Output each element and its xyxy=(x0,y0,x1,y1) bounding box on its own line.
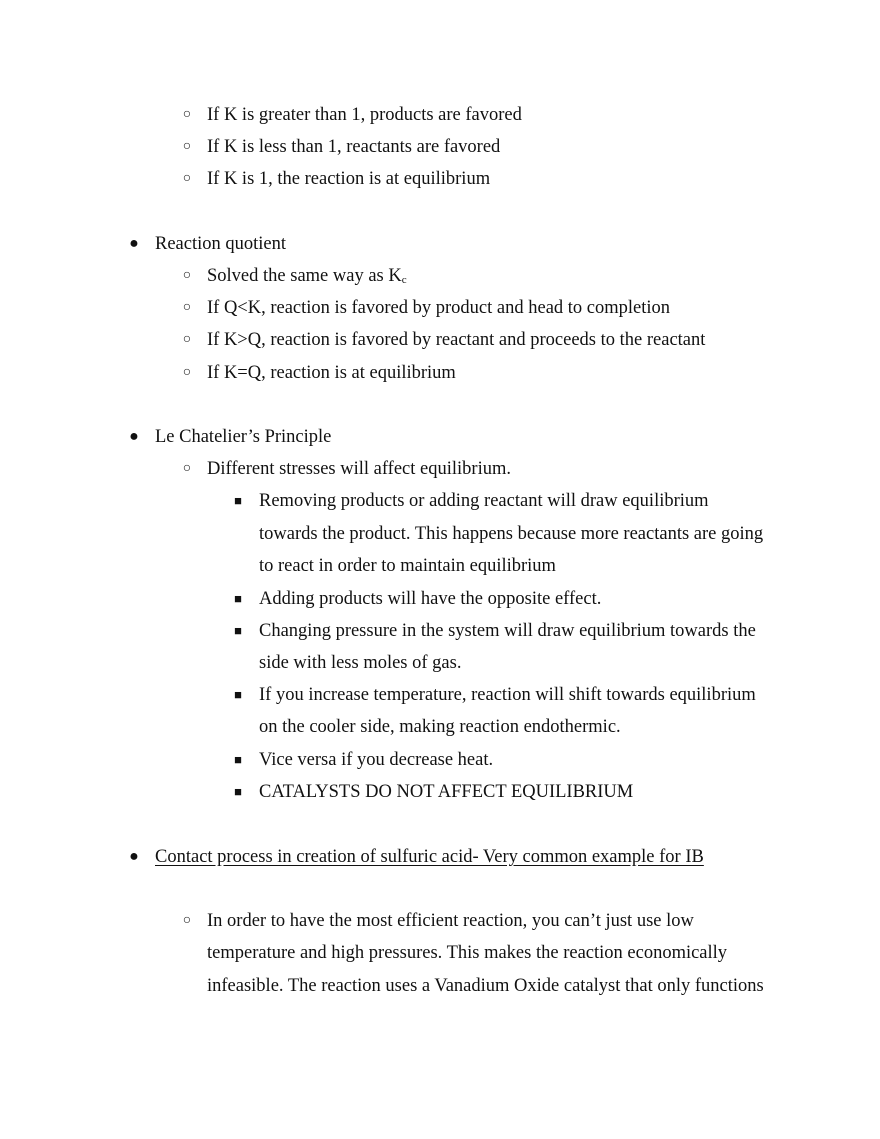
le-chatelier-sub: Different stresses will affect equilibrium. xyxy=(207,459,511,479)
hollow-bullet: ○ xyxy=(182,171,192,186)
reaction-quotient-heading: Reaction quotient xyxy=(155,234,287,254)
point-vice-versa: Vice versa if you decrease heat. xyxy=(259,750,494,770)
contact-process-heading: Contact process in creation of sulfuric acid- Very common example for IB xyxy=(155,847,704,867)
k-rule-equal: If K is 1, the reaction is at equilibrium xyxy=(207,169,491,189)
point-removing-line: to react in order to maintain equilibrium xyxy=(259,556,556,576)
hollow-bullet: ○ xyxy=(182,300,192,315)
point-removing-line: towards the product. This happens because more reactants are going xyxy=(259,524,764,544)
filled-bullet: ● xyxy=(129,235,139,252)
hollow-bullet: ○ xyxy=(182,268,192,283)
solved-text: Solved the same way as K xyxy=(207,266,402,286)
contact-process-line: In order to have the most efficient reaction, you can’t just use low xyxy=(207,911,694,931)
hollow-bullet: ○ xyxy=(182,107,192,122)
hollow-bullet: ○ xyxy=(182,461,192,476)
point-temperature-line: on the cooler side, making reaction endothermic. xyxy=(259,717,621,737)
square-bullet: ■ xyxy=(234,752,242,767)
square-bullet: ■ xyxy=(234,493,242,508)
contact-process-line: infeasible. The reaction uses a Vanadium Oxide catalyst that only functions xyxy=(207,976,764,996)
filled-bullet: ● xyxy=(129,428,139,445)
point-removing-line: Removing products or adding reactant will draw equilibrium xyxy=(259,491,709,511)
square-bullet: ■ xyxy=(234,687,242,702)
square-bullet: ■ xyxy=(234,591,242,606)
reaction-quotient-solved xyxy=(207,265,407,287)
square-bullet: ■ xyxy=(234,623,242,638)
square-bullet: ■ xyxy=(234,784,242,799)
point-pressure-line: side with less moles of gas. xyxy=(259,653,462,673)
reaction-quotient-item: If Q<K, reaction is favored by product and head to completion xyxy=(207,298,671,318)
point-adding: Adding products will have the opposite effect. xyxy=(259,589,602,609)
hollow-bullet: ○ xyxy=(182,139,192,154)
kc-subscript: c xyxy=(401,274,407,286)
le-chatelier-heading: Le Chatelier’s Principle xyxy=(155,427,332,447)
filled-bullet: ● xyxy=(129,848,139,865)
k-rule-less: If K is less than 1, reactants are favored xyxy=(207,137,501,157)
k-rule-greater: If K is greater than 1, products are favored xyxy=(207,105,522,125)
hollow-bullet: ○ xyxy=(182,365,192,380)
point-pressure-line: Changing pressure in the system will draw equilibrium towards the xyxy=(259,621,756,641)
point-temperature-line: If you increase temperature, reaction will shift towards equilibrium xyxy=(259,685,756,705)
reaction-quotient-item: If K=Q, reaction is at equilibrium xyxy=(207,363,456,383)
hollow-bullet: ○ xyxy=(182,332,192,347)
hollow-bullet: ○ xyxy=(182,913,192,928)
reaction-quotient-item: If K>Q, reaction is favored by reactant and proceeds to the reactant xyxy=(207,330,706,350)
point-catalysts: CATALYSTS DO NOT AFFECT EQUILIBRIUM xyxy=(259,782,634,802)
contact-process-line: temperature and high pressures. This makes the reaction economically xyxy=(207,943,728,963)
